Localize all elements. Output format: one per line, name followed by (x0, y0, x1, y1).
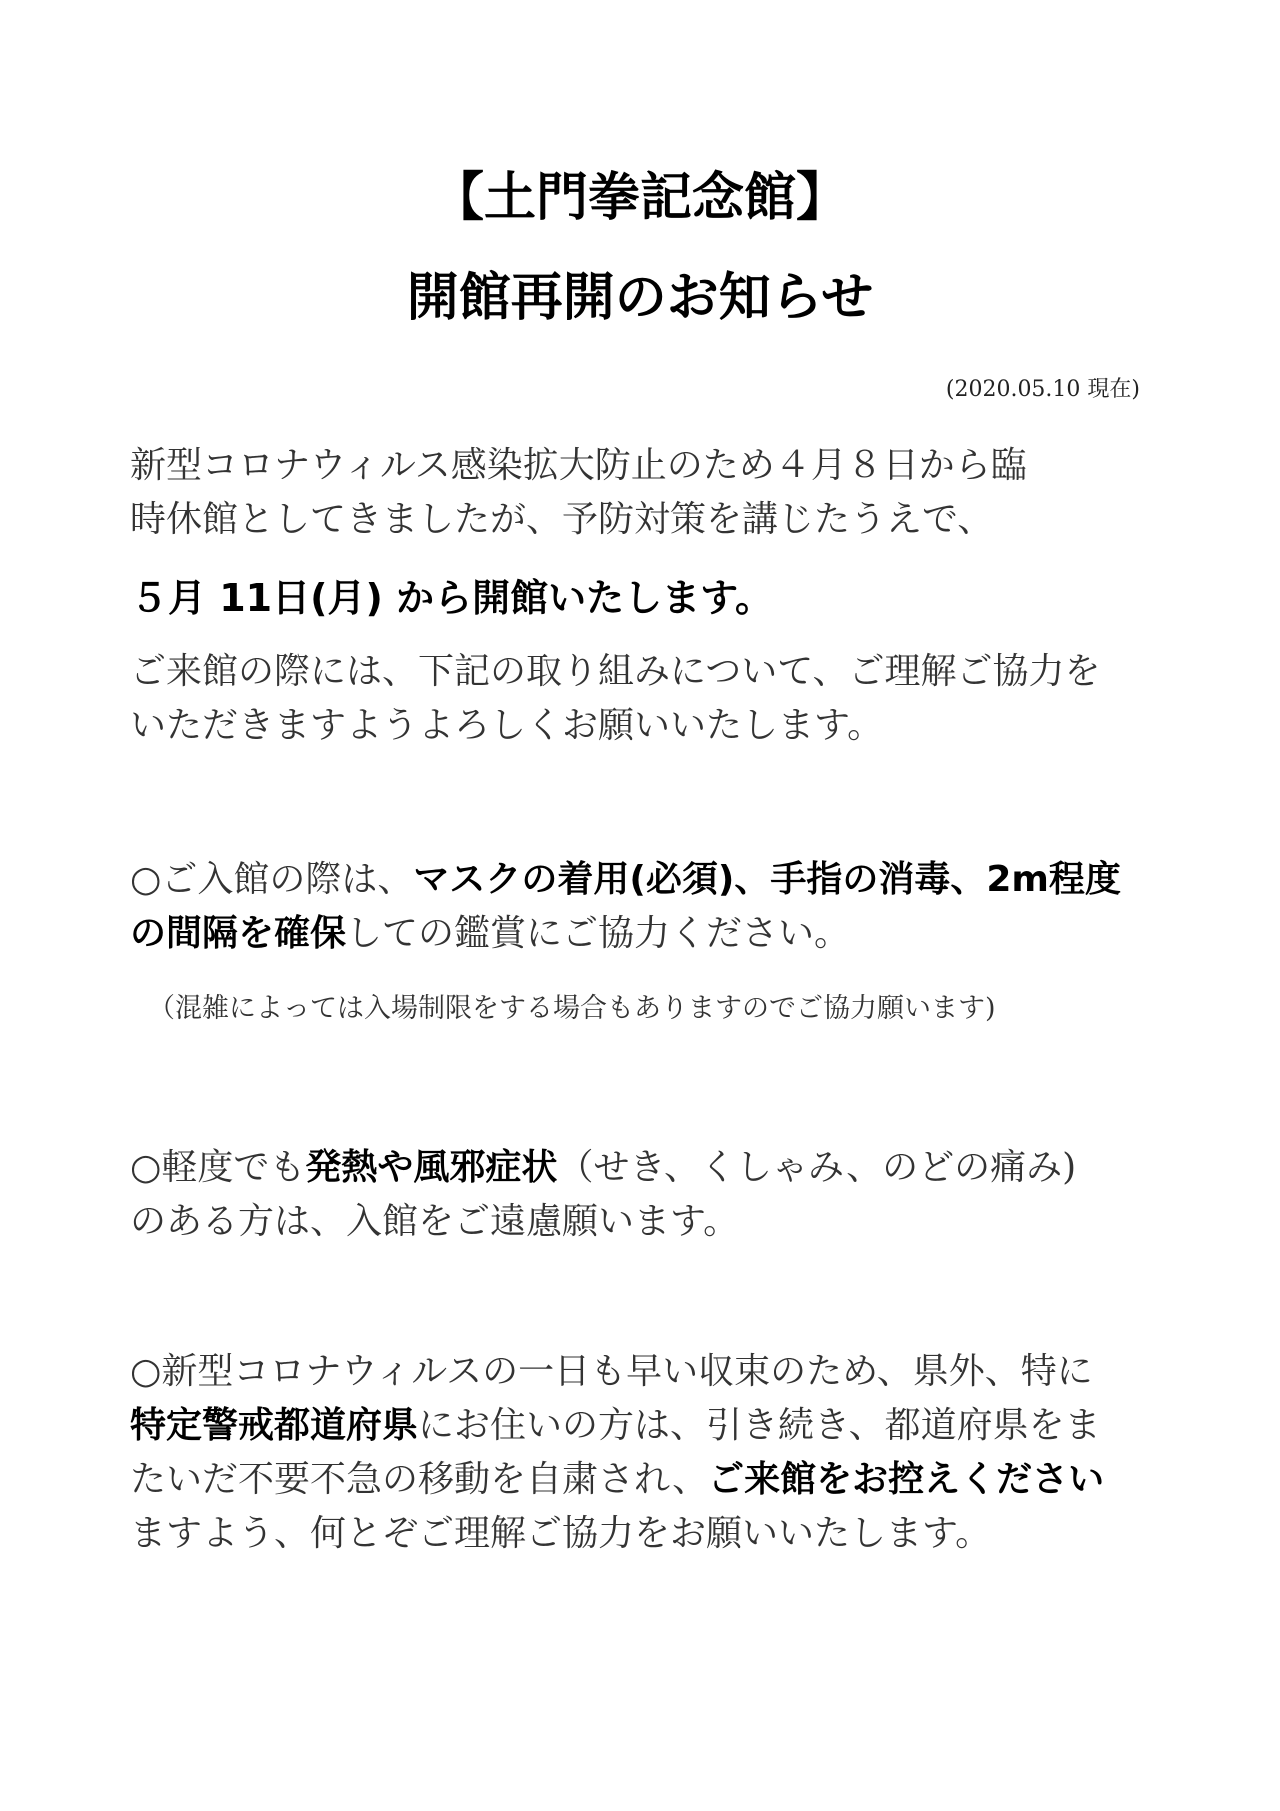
item1-line-2 (130, 912, 850, 956)
item1-bold-2: の間隔を確保 (130, 913, 347, 954)
item3-bold-1: 特定警戒都道府県 (130, 1405, 419, 1446)
item1-bold-1: マスクの着用(必須)、手指の消毒、2m程度 (413, 859, 1121, 900)
item3-bold-2: ご来館をお控えください (708, 1459, 1105, 1500)
item1-note: （混雑によっては入場制限をする場合もありますのでご協力願います) (148, 993, 996, 1024)
item3-line-2 (130, 1404, 1101, 1448)
item3-line-4: ますよう、何とぞご理解ご協力をお願いいたします。 (130, 1513, 992, 1554)
item2-bold: 発熱や風邪症状 (305, 1147, 558, 1188)
reopen-announcement: ５月 11日(月) から開館いたします。 (130, 576, 774, 620)
item3-line-1: ○新型コロナウィルスの一日も早い収束のため、県外、特に (130, 1351, 1093, 1392)
item2-prefix: ○軽度でも (130, 1147, 306, 1188)
item2-line-1 (130, 1146, 1076, 1190)
item1-prefix: ○ご入館の際は、 (130, 859, 414, 900)
date-stamp: (2020.05.10 現在) (945, 377, 1140, 402)
page-subtitle: 開館再開のお知らせ (406, 268, 874, 328)
item1-suffix: しての鑑賞にご協力ください。 (346, 913, 851, 954)
page-title: 【土門拳記念館】 (431, 168, 848, 228)
intro-line-2: 時休館としてきましたが、予防対策を講じたうえで、 (130, 499, 994, 540)
request-line-2: いただきますようよろしくお願いいたします。 (130, 705, 884, 746)
intro-line-1: 新型コロナウィルス感染拡大防止のため４月８日から臨 (130, 445, 1027, 486)
item2-line-2: のある方は、入館をご遠慮願います。 (130, 1201, 740, 1242)
item2-suffix: （せき、くしゃみ、のどの痛み) (557, 1147, 1077, 1188)
item1-line-1 (130, 858, 1121, 902)
item3-line-3 (130, 1458, 1104, 1502)
item3-line-2-suffix: にお住いの方は、引き続き、都道府県をま (418, 1405, 1101, 1446)
item3-line-3-prefix: たいだ不要不急の移動を自粛され、 (130, 1459, 709, 1500)
request-line-1: ご来館の際には、下記の取り組みについて、ご理解ご協力を (130, 651, 1101, 692)
